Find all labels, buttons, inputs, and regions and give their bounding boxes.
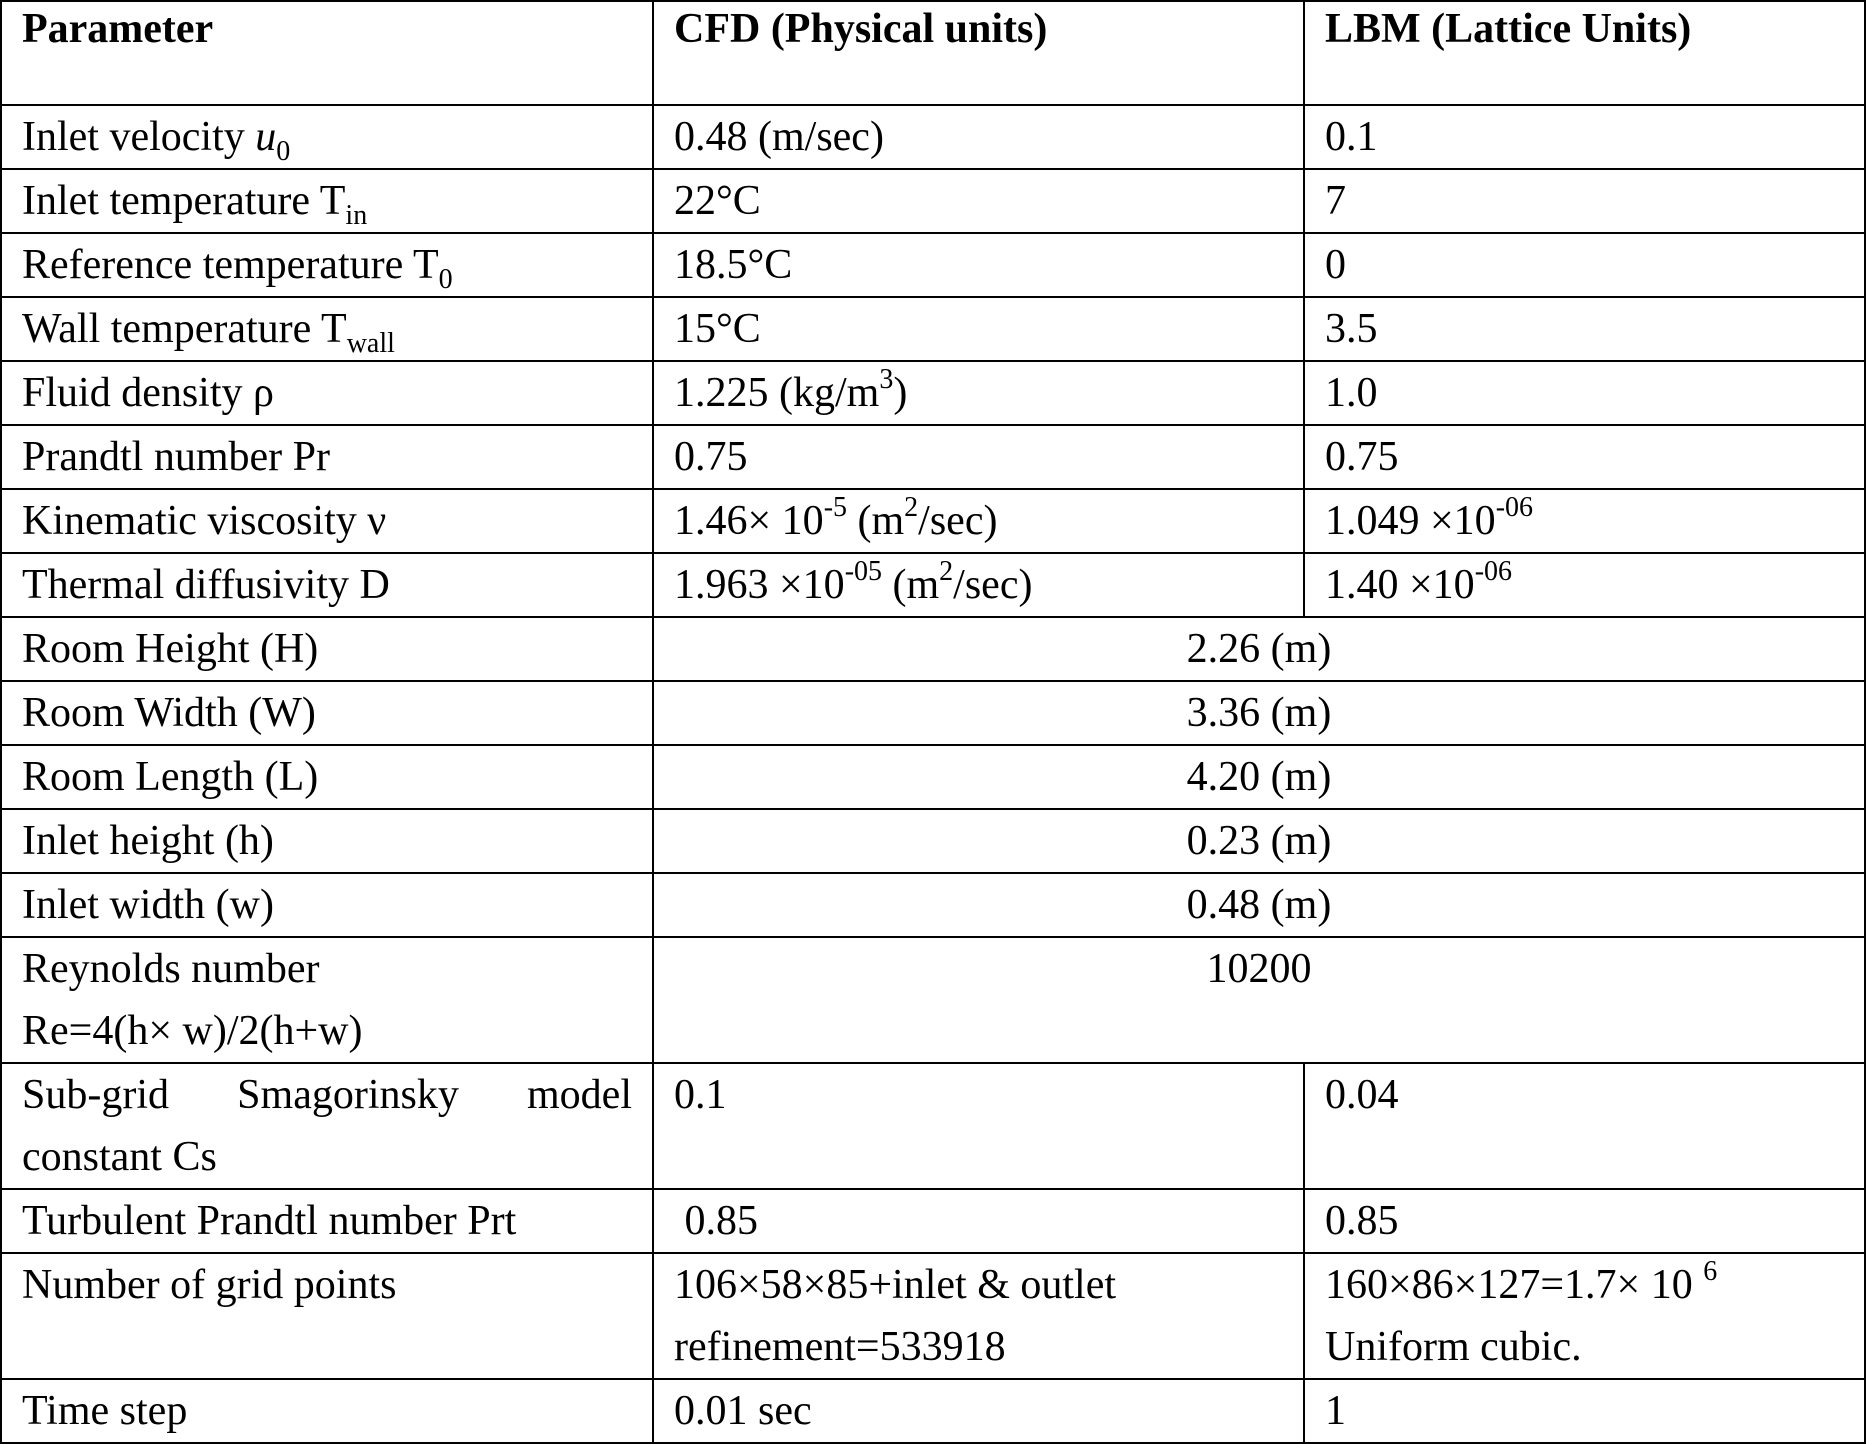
lbm-value: 1.40 ×10 <box>1325 562 1475 608</box>
cfd-unit: (m <box>882 562 940 608</box>
cfd-cell <box>653 553 1304 617</box>
param-word: Smagorinsky <box>237 1072 459 1118</box>
cfd-value: 1.46× 10 <box>674 498 824 544</box>
cfd-cell: 0.48 (m/sec) <box>653 105 1304 169</box>
param-label: Inlet temperature T <box>22 178 346 224</box>
shared-value-cell: 10200 <box>653 937 1865 1063</box>
table-row <box>1 745 1865 809</box>
cfd-cell <box>653 489 1304 553</box>
lbm-value: 160×86×127=1.7× 10 <box>1325 1262 1704 1308</box>
param-cell <box>1 233 653 297</box>
param-cell: Room Width (W) <box>1 681 653 745</box>
table-row <box>1 1253 1865 1379</box>
param-label: Reference temperature T <box>22 242 439 288</box>
table-row <box>1 809 1865 873</box>
cfd-unit-close: ) <box>893 370 908 416</box>
lbm-exponent: 6 <box>1703 1256 1718 1287</box>
cfd-cell: 15°C <box>653 297 1304 361</box>
param-subscript: 0 <box>438 264 453 295</box>
param-label-line <box>22 1064 632 1126</box>
lbm-cell: 0.85 <box>1304 1189 1865 1253</box>
table-row <box>1 681 1865 745</box>
param-subscript: in <box>345 200 368 231</box>
param-formula: Re=4(h× w)/2(h+w) <box>22 1008 363 1054</box>
lbm-cell: 0 <box>1304 233 1865 297</box>
lbm-cell: 7 <box>1304 169 1865 233</box>
table-row <box>1 361 1865 425</box>
param-cell <box>1 105 653 169</box>
cfd-value: 1.225 (kg/m <box>674 370 880 416</box>
cfd-unit-rest: /sec) <box>953 562 1033 608</box>
param-symbol: u <box>255 114 277 160</box>
cfd-unit-exponent: 2 <box>904 492 919 523</box>
cfd-line-2: refinement=533918 <box>674 1324 1006 1370</box>
cfd-cell: 22°C <box>653 169 1304 233</box>
param-cell: Time step <box>1 1379 653 1443</box>
table-row <box>1 937 1865 1063</box>
param-label: Inlet velocity <box>22 114 256 160</box>
table-row <box>1 1189 1865 1253</box>
param-word: model <box>527 1072 632 1118</box>
lbm-cell: 0.75 <box>1304 425 1865 489</box>
param-label: Reynolds number <box>22 946 320 992</box>
lbm-line-2: Uniform cubic. <box>1325 1324 1582 1370</box>
cfd-cell: 0.1 <box>653 1063 1304 1189</box>
lbm-cell <box>1304 1253 1865 1379</box>
cfd-cell: 0.75 <box>653 425 1304 489</box>
shared-value-cell: 3.36 (m) <box>653 681 1865 745</box>
param-label: Wall temperature T <box>22 306 347 352</box>
lbm-cell: 0.04 <box>1304 1063 1865 1189</box>
lbm-cell <box>1304 553 1865 617</box>
header-cfd: CFD (Physical units) <box>653 1 1304 105</box>
cfd-unit: (m <box>847 498 905 544</box>
shared-value-cell: 0.48 (m) <box>653 873 1865 937</box>
param-label-line-2: constant Cs <box>22 1134 217 1180</box>
table-row <box>1 169 1865 233</box>
lbm-exponent: -06 <box>1474 556 1513 587</box>
param-cell: Room Height (H) <box>1 617 653 681</box>
table-row <box>1 105 1865 169</box>
param-cell: Inlet width (w) <box>1 873 653 937</box>
cfd-value: 1.963 ×10 <box>674 562 845 608</box>
param-cell: Prandtl number Pr <box>1 425 653 489</box>
shared-value-cell: 0.23 (m) <box>653 809 1865 873</box>
param-cell <box>1 1063 653 1189</box>
lbm-cell: 1.0 <box>1304 361 1865 425</box>
param-cell: Thermal diffusivity D <box>1 553 653 617</box>
table-row <box>1 1379 1865 1443</box>
param-cell <box>1 937 653 1063</box>
cfd-unit-rest: /sec) <box>918 498 998 544</box>
cfd-cell: 0.01 sec <box>653 1379 1304 1443</box>
param-cell: Number of grid points <box>1 1253 653 1379</box>
table-row <box>1 425 1865 489</box>
header-row <box>1 1 1865 105</box>
table-row <box>1 553 1865 617</box>
param-subscript: wall <box>346 328 395 359</box>
cfd-exponent: -05 <box>844 556 883 587</box>
table-row <box>1 233 1865 297</box>
lbm-line-1 <box>1325 1254 1844 1316</box>
lbm-cell: 3.5 <box>1304 297 1865 361</box>
cfd-cell: 0.85 <box>653 1189 1304 1253</box>
cfd-superscript: 3 <box>879 364 894 395</box>
lbm-cell: 0.1 <box>1304 105 1865 169</box>
param-cell <box>1 297 653 361</box>
lbm-value: 1.049 ×10 <box>1325 498 1496 544</box>
param-cell: Kinematic viscosity ν <box>1 489 653 553</box>
table-row <box>1 1063 1865 1189</box>
param-subscript: 0 <box>276 136 291 167</box>
table-row <box>1 297 1865 361</box>
param-word: Sub-grid <box>22 1072 169 1118</box>
shared-value-cell: 4.20 (m) <box>653 745 1865 809</box>
header-parameter: Parameter <box>1 1 653 105</box>
shared-value-cell: 2.26 (m) <box>653 617 1865 681</box>
lbm-cell: 1 <box>1304 1379 1865 1443</box>
param-cell: Turbulent Prandtl number Prt <box>1 1189 653 1253</box>
cfd-cell <box>653 1253 1304 1379</box>
cfd-unit-exponent: 2 <box>939 556 954 587</box>
lbm-exponent: -06 <box>1495 492 1534 523</box>
header-lbm: LBM (Lattice Units) <box>1304 1 1865 105</box>
param-cell: Inlet height (h) <box>1 809 653 873</box>
cfd-cell: 18.5°C <box>653 233 1304 297</box>
lbm-cell <box>1304 489 1865 553</box>
table-row <box>1 489 1865 553</box>
table-row <box>1 873 1865 937</box>
cfd-cell <box>653 361 1304 425</box>
param-cell: Room Length (L) <box>1 745 653 809</box>
param-cell: Fluid density ρ <box>1 361 653 425</box>
param-cell <box>1 169 653 233</box>
cfd-line-1: 106×58×85+inlet & outlet <box>674 1262 1117 1308</box>
cfd-exponent: -5 <box>823 492 848 523</box>
table-row <box>1 617 1865 681</box>
